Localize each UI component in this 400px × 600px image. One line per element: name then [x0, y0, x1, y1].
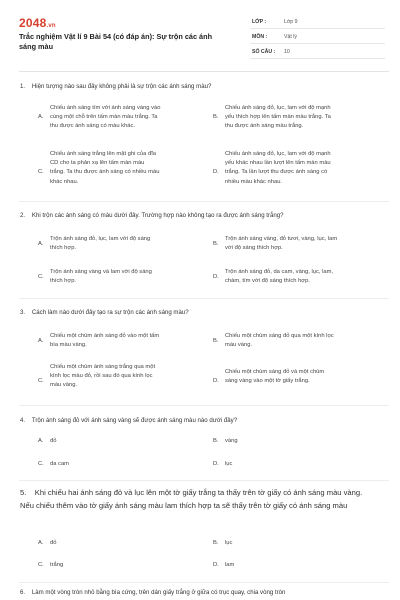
option-text: đỏ: [50, 438, 57, 444]
option-letter: D.: [213, 562, 219, 568]
site-logo[interactable]: [19, 16, 56, 30]
option-letter: C.: [38, 274, 44, 280]
option-line: bìa màu vàng.: [50, 342, 87, 349]
option-line: chàm, tím với độ sáng thích hợp.: [225, 278, 310, 285]
option-line: Chiếu ánh sáng tím với ánh sáng vàng vào: [50, 105, 161, 111]
question-4-option-b[interactable]: [213, 437, 383, 447]
option-line: thích hợp.: [50, 245, 77, 252]
question-5-option-d[interactable]: [213, 561, 383, 571]
option-letter: C.: [38, 169, 44, 175]
option-line: kính lọc màu đỏ, rồi sau đó qua kính lọc: [50, 373, 153, 380]
question-stem: Khi chiếu hai ánh sáng đỏ và lục lên một tờ giấy trắng ta thấy trên tờ giấy có ánh sáng màu vàng. Nếu chiếu thêm vào tờ giấy ánh sáng màu lam thích hợp ta sẽ thấy trên tờ giấy có ánh sáng màu: [20, 488, 363, 510]
question-stem: Trộn ánh sáng đỏ với ánh sáng vàng sẽ được ánh sáng màu nào dưới đây?: [31, 417, 238, 424]
question-number: 3.: [20, 309, 26, 316]
option-line: Chiếu một chùm ánh sáng đỏ vào một tấm: [50, 333, 160, 339]
option-line: Chiếu một chùm ánh sáng trắng qua một: [50, 364, 156, 370]
option-line: Trộn ánh sáng đỏ, lục, lam với độ sáng: [50, 236, 151, 242]
option-letter: C.: [38, 562, 44, 568]
meta-value: Lớp 9: [284, 19, 298, 25]
option-text: [225, 235, 337, 253]
option-line: với độ sáng thích hợp.: [225, 245, 283, 252]
question-divider: [19, 298, 389, 299]
question-stem: Hiện tượng nào sau đây không phải là sự trộn các ánh sáng màu?: [31, 83, 212, 90]
question-5-text: [20, 487, 370, 512]
option-line: nhiều màu khác nhau.: [225, 178, 283, 185]
question-1-text: [20, 83, 211, 90]
question-stem: Làm một vòng tròn nhỏ bằng bìa cứng, trên dán giấy trắng ở giữa có trục quay, chia vòng tròn: [31, 589, 286, 596]
option-text: [50, 332, 159, 350]
option-line: màu vàng.: [50, 382, 78, 389]
question-divider: [19, 480, 389, 481]
option-letter: D.: [213, 169, 219, 175]
option-text: [50, 363, 155, 391]
option-letter: D.: [213, 274, 219, 280]
option-line: thích hợp.: [50, 278, 77, 285]
meta-key: SỐ CÂU :: [252, 49, 276, 55]
meta-table: [250, 14, 385, 59]
option-letter: B.: [213, 114, 219, 120]
option-line: yếu thích hợp lên tấm màn màu trắng. Ta: [225, 114, 331, 121]
question-number: 1.: [20, 83, 26, 90]
meta-row-class: [250, 14, 385, 29]
meta-value: 10: [284, 49, 290, 55]
option-text: vàng: [225, 438, 238, 444]
question-4-option-a[interactable]: [38, 437, 208, 447]
meta-row-subject: [250, 29, 385, 44]
option-line: trắng. Ta lần lượt thu được ánh sáng có: [225, 169, 328, 176]
header-divider: [19, 71, 389, 72]
option-letter: C.: [38, 461, 44, 467]
option-text: [50, 150, 159, 187]
option-line: thu được ánh sáng có màu khác.: [50, 123, 136, 130]
option-letter: D.: [213, 378, 219, 384]
question-divider: [19, 582, 389, 583]
option-text: đỏ: [50, 540, 57, 546]
option-line: Trộn ánh sáng vàng, đỏ tươi, vàng, lục, lam: [225, 236, 338, 242]
meta-key: LỚP :: [252, 19, 267, 25]
option-line: Chiếu một chùm sáng đỏ và một chùm: [225, 369, 325, 375]
option-text: [225, 150, 331, 187]
question-number: 6.: [20, 589, 26, 596]
option-line: thu được ánh sáng màu trắng.: [225, 123, 304, 130]
question-number: 5.: [20, 488, 27, 497]
option-letter: A.: [38, 540, 44, 546]
option-text: [225, 332, 334, 350]
logo-tld: .vn: [46, 23, 56, 29]
option-line: Chiếu một chùm sáng đỏ qua một kính lọc: [225, 333, 334, 339]
meta-value: Vật lý: [284, 34, 297, 40]
meta-key: MÔN :: [252, 34, 268, 40]
option-letter: C.: [38, 378, 44, 384]
option-line: Chiếu ánh sáng đỏ, lục, lam với độ mạnh: [225, 105, 331, 111]
option-text: [50, 268, 152, 286]
option-line: cùng một chỗ trên tấm màn màu trắng. Ta: [50, 114, 158, 121]
question-4-text: [20, 417, 237, 424]
option-line: Chiếu ánh sáng đỏ, lục, lam với độ mạnh: [225, 151, 331, 157]
question-3-text: [20, 309, 189, 316]
option-line: màu vàng.: [225, 342, 253, 349]
option-letter: A.: [38, 241, 44, 247]
question-stem: Cách làm nào dưới đây tạo ra sự trộn các ánh sáng màu?: [31, 309, 189, 316]
option-letter: D.: [213, 461, 219, 467]
option-letter: B.: [213, 540, 219, 546]
option-text: [225, 368, 324, 386]
option-text: da cam: [50, 461, 70, 467]
question-5-option-c[interactable]: [38, 561, 208, 571]
question-number: 4.: [20, 417, 26, 424]
option-line: Chiếu ánh sáng trắng lên mặt ghi của đĩa: [50, 151, 157, 157]
option-letter: A.: [38, 338, 44, 344]
option-letter: B.: [213, 438, 219, 444]
logo-main: 2048: [19, 16, 47, 30]
option-line: sáng vàng vào một tờ giấy trắng.: [225, 378, 310, 385]
meta-row-count: [250, 44, 385, 59]
option-line: Trộn ánh sáng vàng và lam với độ sáng: [50, 269, 152, 275]
question-5-option-b[interactable]: [213, 539, 383, 549]
option-text: [225, 104, 331, 132]
option-text: trắng: [50, 562, 64, 568]
option-line: Trộn ánh sáng đỏ, da cam, vàng, lục, lam,: [225, 269, 334, 275]
option-text: lục: [225, 461, 233, 467]
option-line: khác nhau.: [50, 178, 79, 185]
question-stem: Khi trộn các ánh sáng có màu dưới đây. Trường hợp nào không tạo ra được ánh sáng trắng?: [31, 212, 284, 219]
option-line: yếu khác nhau lần lượt lên tấm màn màu: [225, 160, 331, 167]
question-5-option-a[interactable]: [38, 539, 208, 549]
question-divider: [19, 405, 389, 406]
option-text: lam: [225, 562, 235, 568]
option-letter: A.: [38, 114, 44, 120]
option-text: lục: [225, 540, 233, 546]
question-number: 2.: [20, 212, 26, 219]
page-title: Trắc nghiệm Vật lí 9 Bài 54 (có đáp án): Sự trộn các ánh sáng màu: [19, 32, 213, 51]
question-6-text: [20, 589, 285, 596]
option-text: [225, 268, 333, 286]
option-text: [50, 235, 150, 253]
question-2-text: [20, 212, 284, 219]
question-4-option-c[interactable]: [38, 460, 208, 470]
option-line: trắng. Ta thu được ánh sáng có nhiều màu: [50, 169, 160, 176]
option-letter: A.: [38, 438, 44, 444]
option-text: [50, 104, 160, 132]
question-divider: [19, 201, 389, 202]
option-letter: B.: [213, 241, 219, 247]
header: [0, 0, 400, 67]
option-line: CD cho ta phản xạ lên tấm màn màu: [50, 160, 145, 167]
question-4-option-d[interactable]: [213, 460, 383, 470]
option-letter: B.: [213, 338, 219, 344]
